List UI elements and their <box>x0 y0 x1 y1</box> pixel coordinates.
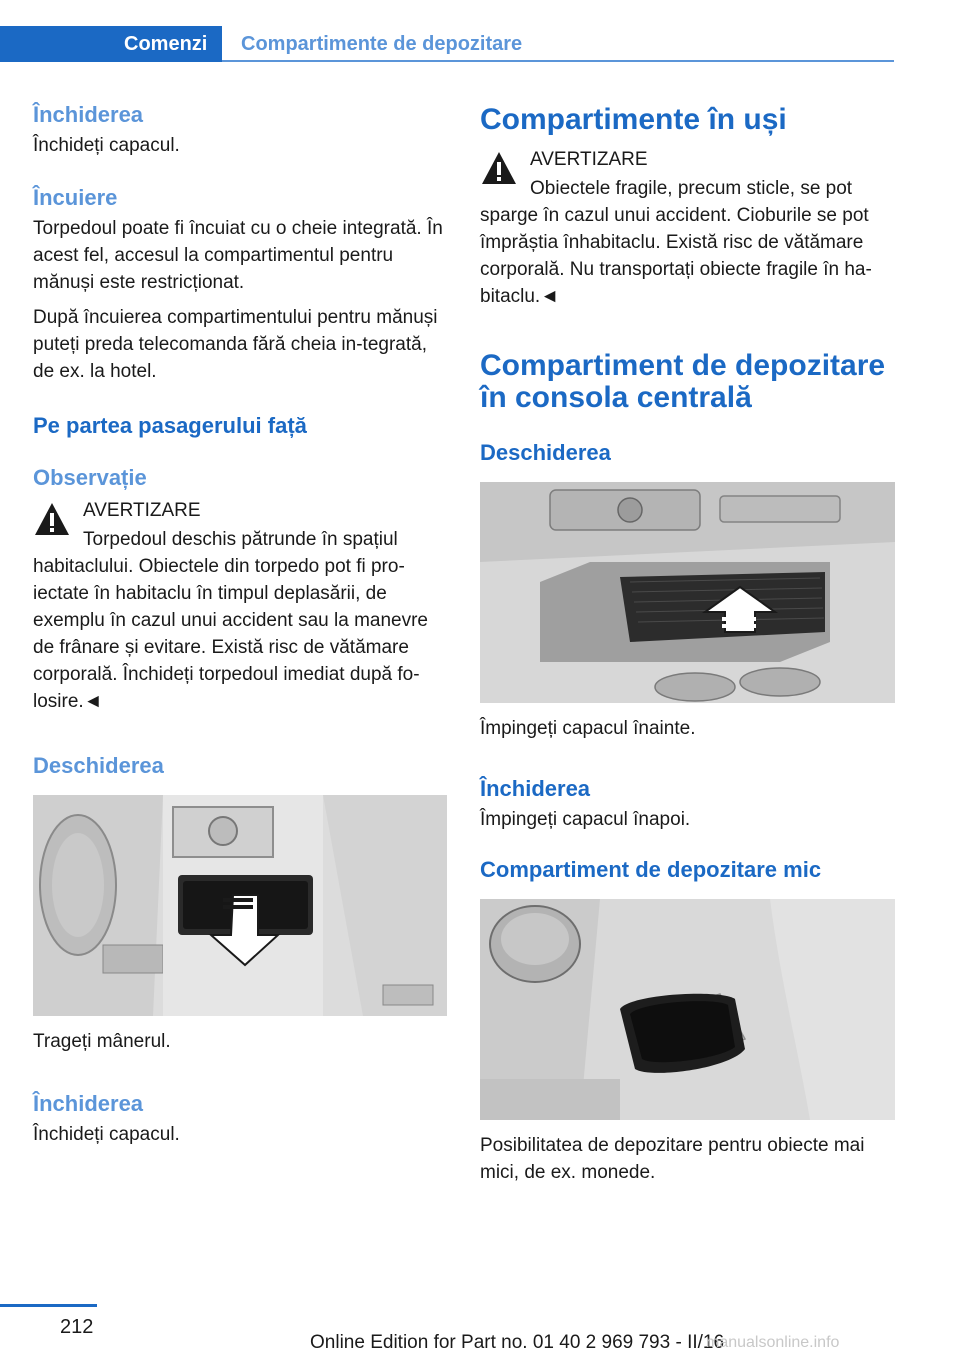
right-column <box>480 100 895 1186</box>
small-compartment-illustration <box>480 899 895 1120</box>
heading-incuiere: Încuiere <box>33 185 118 210</box>
heading-depozitare-mic: Compartiment de depozitare mic <box>480 857 822 882</box>
header-tabbar <box>0 0 960 62</box>
warning-line1: Obiectele fragile, precum sticle, se pot <box>530 178 853 199</box>
text-incuiere-1: Torpedoul poate fi încuiat cu o cheie integrată. În acest fel, accesul la compartimentul pentru mănuși este restricționat. <box>33 218 443 293</box>
page-number: 212 <box>60 1316 94 1338</box>
text-incuiere-2: După încuierea compartimentului pentru mănuși puteți preda telecomanda fără cheia in‐tegrată, de ex. la hotel. <box>33 307 438 382</box>
warning-block-doors <box>480 146 895 310</box>
heading-deschiderea: Deschiderea <box>33 753 164 778</box>
tab-compartimente[interactable]: Compartimente de depozitare <box>241 33 523 55</box>
glovebox-illustration <box>33 795 447 1016</box>
heading-inchiderea: Închiderea <box>33 102 144 127</box>
warning-text: habitaclului. Obiectele din torpedo pot fi pro‐iectate în habitaclu în timpul deplasării, de exemplu în cazul unui accident sau la manevre de frânare și evitare. Există risc de vătămare corporală. Închideți torpedoul imediat după fo‐losire.◄ <box>33 556 429 712</box>
watermark: manualsonline.info <box>706 1334 840 1351</box>
warning-title: AVERTIZARE <box>530 149 648 170</box>
heading-deschiderea-consola: Deschiderea <box>480 440 611 465</box>
footer-rule <box>0 1304 97 1307</box>
heading-pasager: Pe partea pasagerului față <box>33 413 307 438</box>
caption-glovebox: Trageți mânerul. <box>33 1031 171 1052</box>
caption-small-compartment: Posibilitatea de depozitare pentru obiecte mai mici, de ex. monede. <box>480 1135 865 1183</box>
header-divider <box>222 60 894 62</box>
caption-console: Împingeți capacul înainte. <box>480 718 696 739</box>
warning-title: AVERTIZARE <box>83 500 201 521</box>
console-illustration <box>480 482 895 703</box>
warning-block <box>33 497 447 715</box>
warning-triangle-icon <box>33 501 71 537</box>
warning-line1: Torpedoul deschis pătrunde în spațiul <box>83 529 398 550</box>
heading-inchiderea-2: Închiderea <box>33 1091 144 1116</box>
left-column <box>33 100 447 1148</box>
warning-triangle-icon <box>480 150 518 186</box>
heading-compartimente-usi: Compartimente în uși <box>480 103 787 136</box>
heading-observatie: Observație <box>33 465 147 490</box>
text-inchiderea: Închideți capacul. <box>33 135 180 156</box>
heading-inchiderea-consola: Închiderea <box>480 776 591 801</box>
text-inchiderea-consola: Împingeți capacul înapoi. <box>480 809 691 830</box>
heading-consola-centrala: Compartiment de depozitare în consola centrală <box>480 349 886 414</box>
edition-text: Online Edition for Part no. 01 40 2 969 793 - II/16 <box>310 1332 725 1353</box>
warning-text: sparge în cazul unui accident. Cioburile se pot împrăștia înhabitaclu. Există risc de vătămare corporală. Nu transportați obiecte fragile în ha‐bitaclu.◄ <box>480 205 872 307</box>
tab-comenzi[interactable]: Comenzi <box>0 26 222 62</box>
text-inchiderea-2: Închideți capacul. <box>33 1124 180 1145</box>
